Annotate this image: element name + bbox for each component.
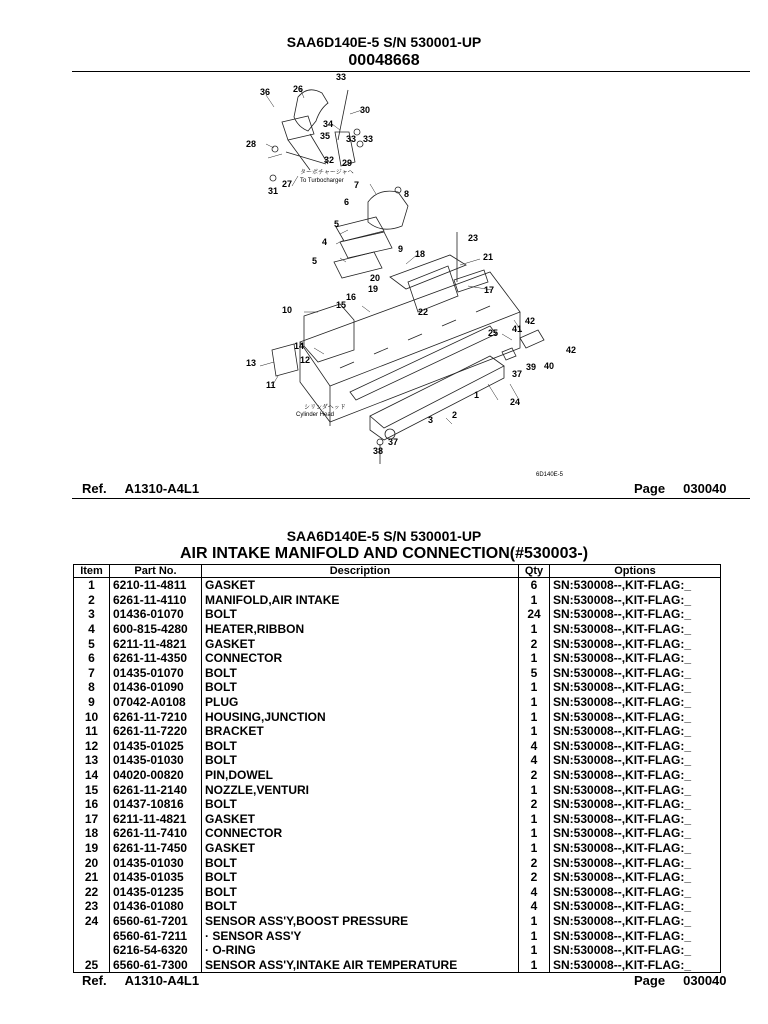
cell-item: 22 bbox=[74, 884, 110, 899]
cell-description: BOLT bbox=[202, 870, 519, 885]
callout-label: 23 bbox=[468, 233, 479, 243]
table-row bbox=[74, 943, 721, 958]
cell-item: 3 bbox=[74, 607, 110, 622]
callout-label: 17 bbox=[484, 285, 495, 295]
callout-label: 3 bbox=[428, 415, 434, 425]
callout-label: 15 bbox=[336, 300, 347, 310]
cell-part-no: 01436-01070 bbox=[110, 607, 202, 622]
cell-description: PLUG bbox=[202, 695, 519, 710]
cell-part-no: 04020-00820 bbox=[110, 768, 202, 783]
callout-label: 39 bbox=[526, 362, 537, 372]
cell-options: SN:530008--,KIT-FLAG:_ bbox=[550, 593, 721, 608]
cell-part-no: 6210-11-4811 bbox=[110, 578, 202, 593]
callout-label: 42 bbox=[566, 345, 577, 355]
cell-options: SN:530008--,KIT-FLAG:_ bbox=[550, 797, 721, 812]
page-model-header: SAA6D140E-5 S/N 530001-UP bbox=[286, 34, 482, 50]
col-header-part-no: Part No. bbox=[110, 565, 202, 578]
cell-qty: 1 bbox=[519, 680, 550, 695]
table-row bbox=[74, 914, 721, 929]
cell-options: SN:530008--,KIT-FLAG:_ bbox=[550, 680, 721, 695]
cell-part-no: 01435-01030 bbox=[110, 855, 202, 870]
page-footer-bottom bbox=[634, 973, 727, 988]
callout-label: 19 bbox=[368, 284, 379, 294]
cell-qty: 5 bbox=[519, 666, 550, 681]
cell-item: 9 bbox=[74, 695, 110, 710]
cell-qty: 1 bbox=[519, 695, 550, 710]
cell-part-no: 6261-11-7410 bbox=[110, 826, 202, 841]
cell-description: · O-RING bbox=[202, 943, 519, 958]
cell-part-no: 6216-54-6320 bbox=[110, 943, 202, 958]
callout-label: 14 bbox=[294, 341, 305, 351]
cell-item: 18 bbox=[74, 826, 110, 841]
callout-label: 32 bbox=[324, 155, 335, 165]
cell-qty: 2 bbox=[519, 855, 550, 870]
cell-options: SN:530008--,KIT-FLAG:_ bbox=[550, 622, 721, 637]
cell-description: SENSOR ASS'Y,INTAKE AIR TEMPERATURE bbox=[202, 957, 519, 972]
callout-label: 16 bbox=[346, 292, 357, 302]
col-header-item: Item bbox=[74, 565, 110, 578]
cell-qty: 4 bbox=[519, 884, 550, 899]
callout-label: 25 bbox=[488, 328, 499, 338]
cell-part-no: 6261-11-2140 bbox=[110, 782, 202, 797]
ref-footer-top bbox=[82, 481, 199, 496]
cell-options: SN:530008--,KIT-FLAG:_ bbox=[550, 666, 721, 681]
table-row bbox=[74, 884, 721, 899]
cell-qty: 1 bbox=[519, 943, 550, 958]
table-row bbox=[74, 797, 721, 812]
cell-options: SN:530008--,KIT-FLAG:_ bbox=[550, 943, 721, 958]
table-row bbox=[74, 709, 721, 724]
cell-description: BOLT bbox=[202, 680, 519, 695]
cell-qty: 1 bbox=[519, 651, 550, 666]
callout-label: 12 bbox=[300, 355, 311, 365]
cell-item: 19 bbox=[74, 841, 110, 856]
callout-label: 37 bbox=[388, 437, 399, 447]
cell-item: 17 bbox=[74, 812, 110, 827]
cell-qty: 1 bbox=[519, 709, 550, 724]
table-row bbox=[74, 812, 721, 827]
cell-item: 20 bbox=[74, 855, 110, 870]
cell-qty: 1 bbox=[519, 593, 550, 608]
cell-description: BOLT bbox=[202, 899, 519, 914]
cell-options: SN:530008--,KIT-FLAG:_ bbox=[550, 768, 721, 783]
callout-label: 11 bbox=[266, 380, 276, 390]
cell-options: SN:530008--,KIT-FLAG:_ bbox=[550, 899, 721, 914]
cell-options: SN:530008--,KIT-FLAG:_ bbox=[550, 695, 721, 710]
page-footer-top bbox=[634, 481, 727, 496]
document-number: 00048668 bbox=[348, 52, 420, 69]
cell-description: SENSOR ASS'Y,BOOST PRESSURE bbox=[202, 914, 519, 929]
table-row bbox=[74, 841, 721, 856]
cell-item: 25 bbox=[74, 957, 110, 972]
callout-label: 8 bbox=[404, 189, 410, 199]
cell-part-no: 6560-61-7211 bbox=[110, 928, 202, 943]
connector-18 bbox=[390, 255, 466, 289]
cell-qty: 4 bbox=[519, 739, 550, 754]
cell-qty: 24 bbox=[519, 607, 550, 622]
table-row bbox=[74, 607, 721, 622]
cell-description: HEATER,RIBBON bbox=[202, 622, 519, 637]
cell-item: 10 bbox=[74, 709, 110, 724]
cell-qty: 4 bbox=[519, 753, 550, 768]
cell-options: SN:530008--,KIT-FLAG:_ bbox=[550, 782, 721, 797]
table-row bbox=[74, 724, 721, 739]
cell-part-no: 6211-11-4821 bbox=[110, 812, 202, 827]
cell-options: SN:530008--,KIT-FLAG:_ bbox=[550, 753, 721, 768]
cell-qty: 1 bbox=[519, 724, 550, 739]
bolt-head bbox=[270, 175, 276, 181]
parts-table-body bbox=[74, 578, 721, 973]
callout-label: 41 bbox=[512, 324, 523, 334]
cell-part-no: 01435-01070 bbox=[110, 666, 202, 681]
cell-part-no: 6261-11-7220 bbox=[110, 724, 202, 739]
cell-part-no: 01435-01030 bbox=[110, 753, 202, 768]
cell-qty: 2 bbox=[519, 870, 550, 885]
page-label: Page bbox=[634, 481, 666, 496]
ref-value: A1310-A4L1 bbox=[124, 973, 200, 988]
callout-label: 40 bbox=[544, 361, 555, 371]
cell-part-no: 6261-11-7450 bbox=[110, 841, 202, 856]
cell-part-no: 6261-11-4350 bbox=[110, 651, 202, 666]
table-row bbox=[74, 957, 721, 972]
cell-qty: 1 bbox=[519, 928, 550, 943]
cell-description: BRACKET bbox=[202, 724, 519, 739]
cell-qty: 2 bbox=[519, 636, 550, 651]
cell-item: 8 bbox=[74, 680, 110, 695]
cell-description: · SENSOR ASS'Y bbox=[202, 928, 519, 943]
table-row bbox=[74, 578, 721, 593]
ref-footer-bottom bbox=[82, 973, 199, 988]
cell-description: BOLT bbox=[202, 884, 519, 899]
bolt-head bbox=[272, 146, 278, 152]
callout-label: 26 bbox=[293, 84, 304, 94]
callout-label: 13 bbox=[246, 358, 257, 368]
cell-item: 16 bbox=[74, 797, 110, 812]
cell-options: SN:530008--,KIT-FLAG:_ bbox=[550, 826, 721, 841]
cell-options: SN:530008--,KIT-FLAG:_ bbox=[550, 855, 721, 870]
cell-item: 5 bbox=[74, 636, 110, 651]
table-row bbox=[74, 666, 721, 681]
callout-label: 7 bbox=[354, 180, 360, 190]
callout-label: 33 bbox=[336, 72, 347, 82]
cell-item: 15 bbox=[74, 782, 110, 797]
junction-housing bbox=[304, 304, 354, 362]
cell-options: SN:530008--,KIT-FLAG:_ bbox=[550, 739, 721, 754]
cell-part-no: 6261-11-7210 bbox=[110, 709, 202, 724]
callout-label: 33 bbox=[346, 134, 357, 144]
cell-description: BOLT bbox=[202, 753, 519, 768]
elbow-flange bbox=[282, 116, 314, 140]
cell-options: SN:530008--,KIT-FLAG:_ bbox=[550, 578, 721, 593]
table-row bbox=[74, 753, 721, 768]
cell-part-no: 6560-61-7201 bbox=[110, 914, 202, 929]
cell-description: CONNECTOR bbox=[202, 651, 519, 666]
table-row bbox=[74, 680, 721, 695]
cell-options: SN:530008--,KIT-FLAG:_ bbox=[550, 709, 721, 724]
table-row bbox=[74, 928, 721, 943]
cell-options: SN:530008--,KIT-FLAG:_ bbox=[550, 651, 721, 666]
cell-qty: 1 bbox=[519, 841, 550, 856]
cell-part-no: 01436-01080 bbox=[110, 899, 202, 914]
cell-options: SN:530008--,KIT-FLAG:_ bbox=[550, 914, 721, 929]
cell-item: 7 bbox=[74, 666, 110, 681]
cell-description: BOLT bbox=[202, 797, 519, 812]
page-value: 030040 bbox=[683, 481, 727, 496]
cell-item: 21 bbox=[74, 870, 110, 885]
callout-label: 20 bbox=[370, 273, 381, 283]
cell-description: BOLT bbox=[202, 666, 519, 681]
cell-qty: 2 bbox=[519, 797, 550, 812]
table-header-row bbox=[74, 565, 721, 578]
callout-label: 29 bbox=[342, 158, 353, 168]
table-row bbox=[74, 870, 721, 885]
table-row bbox=[74, 826, 721, 841]
callout-label: 24 bbox=[510, 397, 521, 407]
cell-qty: 2 bbox=[519, 768, 550, 783]
table-row bbox=[74, 593, 721, 608]
cell-item: 23 bbox=[74, 899, 110, 914]
page-value: 030040 bbox=[683, 973, 727, 988]
callout-label: 34 bbox=[323, 119, 334, 129]
callout-label: 4 bbox=[322, 237, 328, 247]
callout-label: 22 bbox=[418, 307, 429, 317]
drawing-code: 6D140E-5 bbox=[536, 472, 564, 478]
table-title: AIR INTAKE MANIFOLD AND CONNECTION(#530003-) bbox=[179, 545, 589, 562]
cell-qty: 6 bbox=[519, 578, 550, 593]
cell-item: 11 bbox=[74, 724, 110, 739]
callout-label: 5 bbox=[334, 219, 340, 229]
table-row bbox=[74, 899, 721, 914]
cell-item: 14 bbox=[74, 768, 110, 783]
cell-options: SN:530008--,KIT-FLAG:_ bbox=[550, 607, 721, 622]
callout-label: 28 bbox=[246, 139, 257, 149]
cell-item: 13 bbox=[74, 753, 110, 768]
cell-description: NOZZLE,VENTURI bbox=[202, 782, 519, 797]
cell-part-no: 6261-11-4110 bbox=[110, 593, 202, 608]
cell-qty: 1 bbox=[519, 812, 550, 827]
table-row bbox=[74, 651, 721, 666]
cell-description: BOLT bbox=[202, 855, 519, 870]
cell-options: SN:530008--,KIT-FLAG:_ bbox=[550, 957, 721, 972]
turbo-note-jp: ターボチャージャへ bbox=[300, 170, 354, 176]
cell-item: 6 bbox=[74, 651, 110, 666]
callout-label: 2 bbox=[452, 410, 458, 420]
cell-part-no: 01435-01235 bbox=[110, 884, 202, 899]
table-row bbox=[74, 768, 721, 783]
cell-item bbox=[74, 928, 110, 943]
cell-options: SN:530008--,KIT-FLAG:_ bbox=[550, 812, 721, 827]
callout-label: 37 bbox=[512, 369, 523, 379]
cell-part-no: 01435-01035 bbox=[110, 870, 202, 885]
cell-item: 1 bbox=[74, 578, 110, 593]
cell-options: SN:530008--,KIT-FLAG:_ bbox=[550, 884, 721, 899]
callout-label: 38 bbox=[373, 446, 384, 456]
intake-manifold bbox=[370, 356, 504, 428]
callout-label: 35 bbox=[320, 131, 331, 141]
cell-part-no: 01437-10816 bbox=[110, 797, 202, 812]
cell-description: GASKET bbox=[202, 636, 519, 651]
table-row bbox=[74, 622, 721, 637]
callout-label: 10 bbox=[282, 305, 293, 315]
cell-part-no: 600-815-4280 bbox=[110, 622, 202, 637]
cell-description: MANIFOLD,AIR INTAKE bbox=[202, 593, 519, 608]
cell-description: BOLT bbox=[202, 607, 519, 622]
callout-label: 5 bbox=[312, 256, 318, 266]
sensor-assembly bbox=[520, 330, 544, 348]
cell-part-no: 01435-01025 bbox=[110, 739, 202, 754]
cell-qty: 1 bbox=[519, 782, 550, 797]
callout-label: 27 bbox=[282, 179, 293, 189]
head-note-jp: シリンダヘッド bbox=[304, 405, 346, 411]
exploded-parts-diagram bbox=[240, 72, 590, 482]
cell-qty: 1 bbox=[519, 622, 550, 637]
cell-description: CONNECTOR bbox=[202, 826, 519, 841]
cell-description: GASKET bbox=[202, 841, 519, 856]
cell-item: 24 bbox=[74, 914, 110, 929]
page-label: Page bbox=[634, 973, 666, 988]
table-model-header: SAA6D140E-5 S/N 530001-UP bbox=[286, 528, 482, 544]
cell-description: BOLT bbox=[202, 739, 519, 754]
callout-label: 21 bbox=[483, 252, 494, 262]
cell-part-no: 6560-61-7300 bbox=[110, 957, 202, 972]
support-rod bbox=[338, 90, 348, 140]
ref-label: Ref. bbox=[82, 481, 107, 496]
cell-qty: 4 bbox=[519, 899, 550, 914]
cell-description: PIN,DOWEL bbox=[202, 768, 519, 783]
callout-label: 1 bbox=[474, 390, 480, 400]
table-row bbox=[74, 695, 721, 710]
turbo-note-en: To Turbocharger bbox=[300, 178, 344, 184]
cell-options: SN:530008--,KIT-FLAG:_ bbox=[550, 870, 721, 885]
cell-item: 2 bbox=[74, 593, 110, 608]
cell-item: 12 bbox=[74, 739, 110, 754]
parts-table bbox=[73, 564, 721, 973]
callout-label: 33 bbox=[363, 134, 374, 144]
callout-label: 18 bbox=[415, 249, 426, 259]
table-row bbox=[74, 739, 721, 754]
callout-label: 9 bbox=[398, 244, 404, 254]
cell-part-no: 01436-01090 bbox=[110, 680, 202, 695]
cell-qty: 1 bbox=[519, 957, 550, 972]
callout-label: 6 bbox=[344, 197, 350, 207]
cell-description: GASKET bbox=[202, 578, 519, 593]
callout-label: 42 bbox=[525, 316, 536, 326]
ref-label: Ref. bbox=[82, 973, 107, 988]
cell-item: 4 bbox=[74, 622, 110, 637]
gasket-1 bbox=[350, 326, 499, 400]
cell-part-no: 6211-11-4821 bbox=[110, 636, 202, 651]
cell-item bbox=[74, 943, 110, 958]
callout-label: 31 bbox=[268, 186, 279, 196]
connector-6 bbox=[368, 191, 408, 229]
table-row bbox=[74, 636, 721, 651]
callout-label: 36 bbox=[260, 87, 271, 97]
cell-options: SN:530008--,KIT-FLAG:_ bbox=[550, 841, 721, 856]
ref-value: A1310-A4L1 bbox=[124, 481, 200, 496]
cell-description: HOUSING,JUNCTION bbox=[202, 709, 519, 724]
col-header-options: Options bbox=[550, 565, 721, 578]
callout-label: 30 bbox=[360, 105, 371, 115]
cell-part-no: 07042-A0108 bbox=[110, 695, 202, 710]
cell-qty: 1 bbox=[519, 914, 550, 929]
cell-options: SN:530008--,KIT-FLAG:_ bbox=[550, 724, 721, 739]
footer-divider bbox=[72, 498, 750, 499]
head-note-en: Cylinder Head bbox=[296, 412, 335, 418]
table-row bbox=[74, 782, 721, 797]
table-row bbox=[74, 855, 721, 870]
cell-options: SN:530008--,KIT-FLAG:_ bbox=[550, 928, 721, 943]
col-header-qty: Qty bbox=[519, 565, 550, 578]
cell-options: SN:530008--,KIT-FLAG:_ bbox=[550, 636, 721, 651]
cell-qty: 1 bbox=[519, 826, 550, 841]
col-header-description: Description bbox=[202, 565, 519, 578]
cell-description: GASKET bbox=[202, 812, 519, 827]
